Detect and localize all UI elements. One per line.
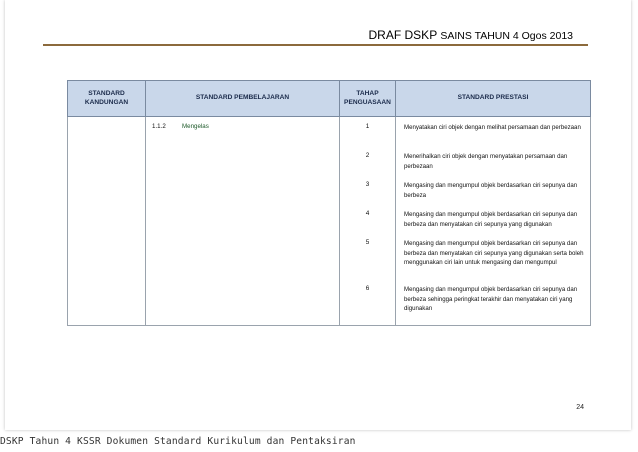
prestasi-description: Menyatakan ciri objek dengan melihat persamaan dan perbezaan [404, 124, 581, 131]
header-title-main: DRAF DSKP [368, 28, 437, 42]
prestasi-description: Menerihalkan ciri objek dengan menyatakan persamaan dan perbezaan [404, 153, 568, 170]
prestasi-cell [396, 117, 591, 326]
document-page [5, 0, 631, 430]
pembelajaran-label: Mengelas [182, 123, 209, 130]
pembelajaran-code: 1.1.2 [152, 123, 166, 130]
dskp-table [67, 80, 591, 326]
header-rule [43, 44, 588, 46]
tahap-value: 4 [365, 210, 370, 217]
prestasi-description: Mengasing dan mengumpul objek berdasarkan ciri sepunya dan berbeza sehingga peringkat terakhir dan menyatakan ciri yang digunakan [404, 286, 578, 313]
tahap-value: 2 [365, 152, 370, 159]
tahap-value: 1 [365, 123, 370, 130]
header-title-rest: SAINS TAHUN 4 Ogos 2013 [440, 30, 573, 42]
prestasi-description: Mengasing dan mengumpul objek berdasarkan ciri sepunya dan berbeza [404, 182, 578, 199]
header-standard-prestasi: STANDARD PRESTASI [396, 81, 591, 117]
header-standard-pembelajaran: STANDARD PEMBELAJARAN [146, 81, 340, 117]
tahap-cell [340, 117, 396, 326]
tahap-value: 3 [365, 181, 370, 188]
tahap-value: 5 [365, 239, 370, 246]
tahap-value: 6 [365, 285, 370, 292]
table-header-row [68, 81, 591, 117]
standard-kandungan-cell [68, 117, 146, 326]
header-standard-kandungan: STANDARD KANDUNGAN [68, 81, 146, 117]
prestasi-description: Mengasing dan mengumpul objek berdasarkan ciri sepunya dan berbeza dan menyatakan ciri sepunya yang digunakan serta boleh menggunakan ciri lain untuk mengasing dan mengumpul [404, 240, 584, 267]
document-footer: DSKP Tahun 4 KSSR Dokumen Standard Kurikulum dan Pentaksiran [0, 436, 356, 447]
table-row [68, 117, 591, 326]
prestasi-description: Mengasing dan mengumpul objek berdasarkan ciri sepunya dan berbeza dan menyatakan ciri sepunya yang digunakan [404, 211, 578, 228]
page-number: 24 [576, 404, 584, 411]
document-header-title [369, 28, 573, 42]
standard-pembelajaran-cell [146, 117, 340, 326]
header-tahap-penguasaan: TAHAP PENGUASAAN [340, 81, 396, 117]
